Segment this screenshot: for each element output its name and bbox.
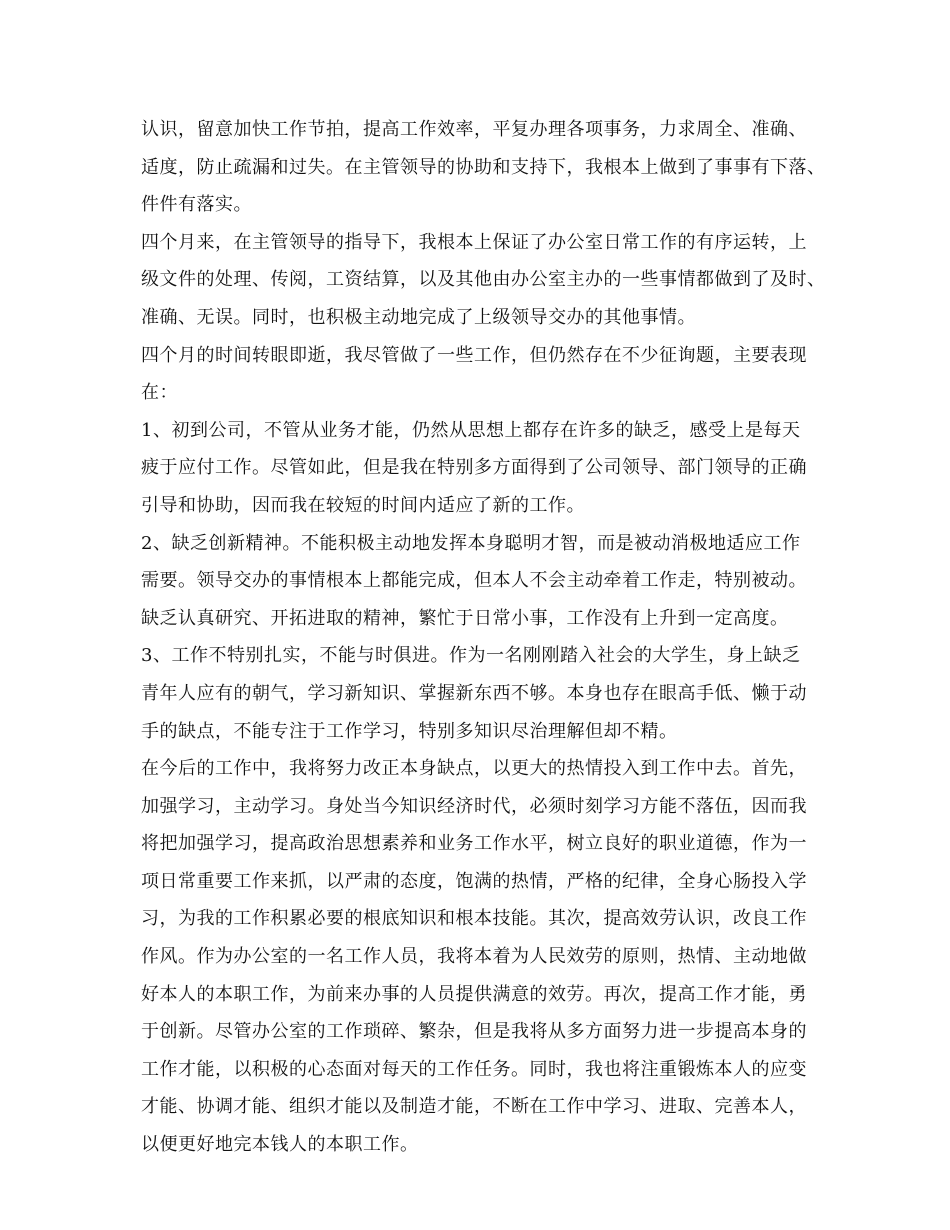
text-line: 于创新。尽管办公室的工作琐碎、繁杂，但是我将从多方面努力进一步提高本身的 <box>141 1021 807 1043</box>
text-line: 认识，留意加快工作节拍，提高工作效率，平复办理各项事务，力求周全、准确、 <box>141 119 807 140</box>
text-line: 缺乏认真研究、开拓进取的精神，繁忙于日常小事，工作没有上升到一定高度。 <box>141 607 789 629</box>
text-line: 青年人应有的朝气，学习新知识、掌握新东西不够。本身也存在眼高手低、懒于动 <box>141 682 807 704</box>
text-line: 适度，防止疏漏和过失。在主管领导的协助和支持下，我根本上做到了事事有下落、 <box>141 156 826 178</box>
text-line: 件件有落实。 <box>141 194 252 216</box>
text-line: 需要。领导交办的事情根本上都能完成，但本人不会主动牵着工作走，特别被动。 <box>141 570 807 592</box>
text-line: 3、工作不特别扎实，不能与时俱进。作为一名刚刚踏入社会的大学生，身上缺乏 <box>141 645 801 667</box>
text-line: 加强学习，主动学习。身处当今知识经济时代，必须时刻学习方能不落伍，因而我 <box>141 795 807 817</box>
text-line: 才能、协调才能、组织才能以及制造才能，不断在工作中学习、进取、完善本人， <box>141 1096 807 1118</box>
text-line: 四个月来，在主管领导的指导下，我根本上保证了办公室日常工作的有序运转，上 <box>141 231 807 253</box>
text-line: 项日常重要工作来抓，以严肃的态度，饱满的热情，严格的纪律，全身心肠投入学 <box>141 870 807 892</box>
text-line: 作风。作为办公室的一名工作人员，我将本着为人民效劳的原则，热情、主动地做 <box>141 946 807 968</box>
text-line: 以便更好地完本钱人的本职工作。 <box>141 1134 419 1156</box>
document-body <box>141 111 841 1164</box>
text-line: 好本人的本职工作，为前来办事的人员提供满意的效劳。再次，提高工作才能，勇 <box>141 983 807 1005</box>
text-line: 工作才能，以积极的心态面对每天的工作任务。同时，我也将注重锻炼本人的应变 <box>141 1058 807 1080</box>
text-line: 2、缺乏创新精神。不能积极主动地发挥本身聪明才智，而是被动消极地适应工作 <box>141 532 801 554</box>
text-line: 准确、无误。同时，也积极主动地完成了上级领导交办的其他事情。 <box>141 306 696 328</box>
text-line: 级文件的处理、传阅，工资结算，以及其他由办公室主办的一些事情都做到了及时、 <box>141 269 826 291</box>
text-line: 四个月的时间转眼即逝，我尽管做了一些工作，但仍然存在不少征询题，主要表现 <box>141 344 807 366</box>
text-line: 习，为我的工作积累必要的根底知识和根本技能。其次，提高效劳认识，改良工作 <box>141 908 807 930</box>
text-line: 将把加强学习，提高政治思想素养和业务工作水平，树立良好的职业道德，作为一 <box>141 833 807 855</box>
text-line: 引导和协助，因而我在较短的时间内适应了新的工作。 <box>141 494 585 516</box>
text-line: 手的缺点，不能专注于工作学习，特别多知识尽治理解但却不精。 <box>141 720 678 742</box>
text-line: 疲于应付工作。尽管如此，但是我在特别多方面得到了公司领导、部门领导的正确 <box>141 457 807 479</box>
text-line: 1、初到公司，不管从业务才能，仍然从思想上都存在许多的缺乏，感受上是每天 <box>141 419 801 441</box>
text-line: 在今后的工作中，我将努力改正本身缺点，以更大的热情投入到工作中去。首先， <box>141 758 807 780</box>
text-line: 在： <box>141 382 178 404</box>
